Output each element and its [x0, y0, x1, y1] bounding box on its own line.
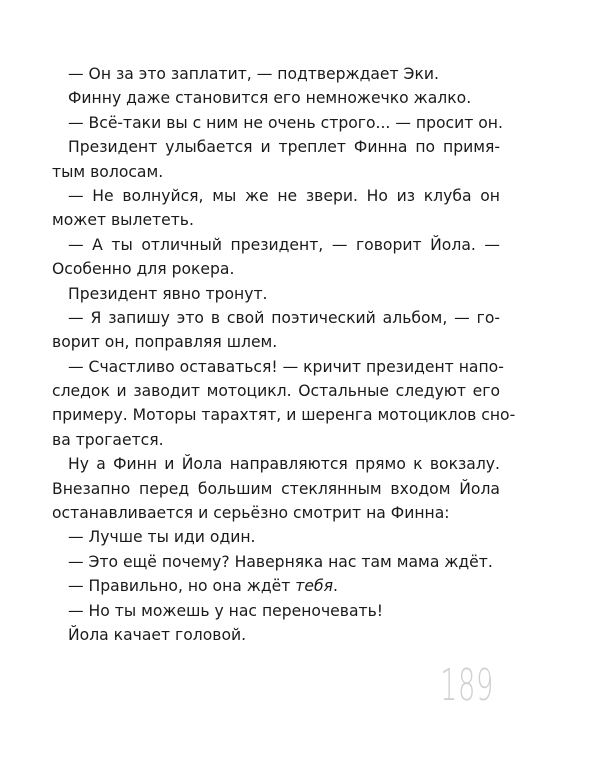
- text-line: Финну даже становится его немножечко жалко.: [68, 89, 472, 108]
- text-line: — Лучше ты иди один.: [68, 528, 256, 547]
- text-line: Внезапно перед большим стеклянным входом Йола: [52, 479, 500, 498]
- text-line: Йола качает головой.: [68, 625, 247, 644]
- text-line-start: — Правильно, но она ждёт: [68, 577, 296, 596]
- text-line: следок и заводит мотоцикл. Остальные следуют его: [52, 382, 500, 401]
- text-line: — Не волнуйся, мы же не звери. Но из клуба он: [68, 186, 500, 205]
- text-line: — Я запишу это в свой поэтический альбом, — го-: [68, 308, 500, 327]
- text-line: примеру. Моторы тарахтят, и шеренга мотоциклов сно-: [52, 406, 516, 425]
- text-line-end: .: [332, 577, 338, 596]
- text-line: ва трогается.: [52, 430, 164, 449]
- text-line: [52, 574, 500, 598]
- text-line: Президент явно тронут.: [68, 284, 268, 303]
- text-line: Ну а Финн и Йола направляются прямо к вокзалу.: [68, 455, 500, 474]
- page-number: 189: [440, 660, 494, 711]
- text-line: — А ты отличный президент, — говорит Йола. —: [68, 235, 500, 254]
- text-line: — Это ещё почему? Наверняка нас там мама ждёт.: [68, 552, 493, 571]
- italic-word: тебя: [295, 577, 333, 596]
- text-line: — Счастливо оставаться! — кричит президент напо-: [68, 357, 504, 376]
- text-line: тым волосам.: [52, 162, 164, 181]
- text-line: Президент улыбается и треплет Финна по примя-: [68, 138, 500, 157]
- text-line: — Он за это заплатит, — подтверждает Эки.: [68, 65, 439, 83]
- text-line: может вылететь.: [52, 211, 194, 230]
- text-line: Особенно для рокера.: [52, 260, 235, 279]
- text-line: останавливается и серьёзно смотрит на Финна:: [52, 504, 450, 523]
- text-line: — Всё-таки вы с ним не очень строго... — просит он.: [68, 113, 503, 132]
- text-line: ворит он, поправляя шлем.: [52, 333, 278, 352]
- page-text: [52, 62, 516, 647]
- text-line: — Но ты можешь у нас переночевать!: [68, 601, 384, 620]
